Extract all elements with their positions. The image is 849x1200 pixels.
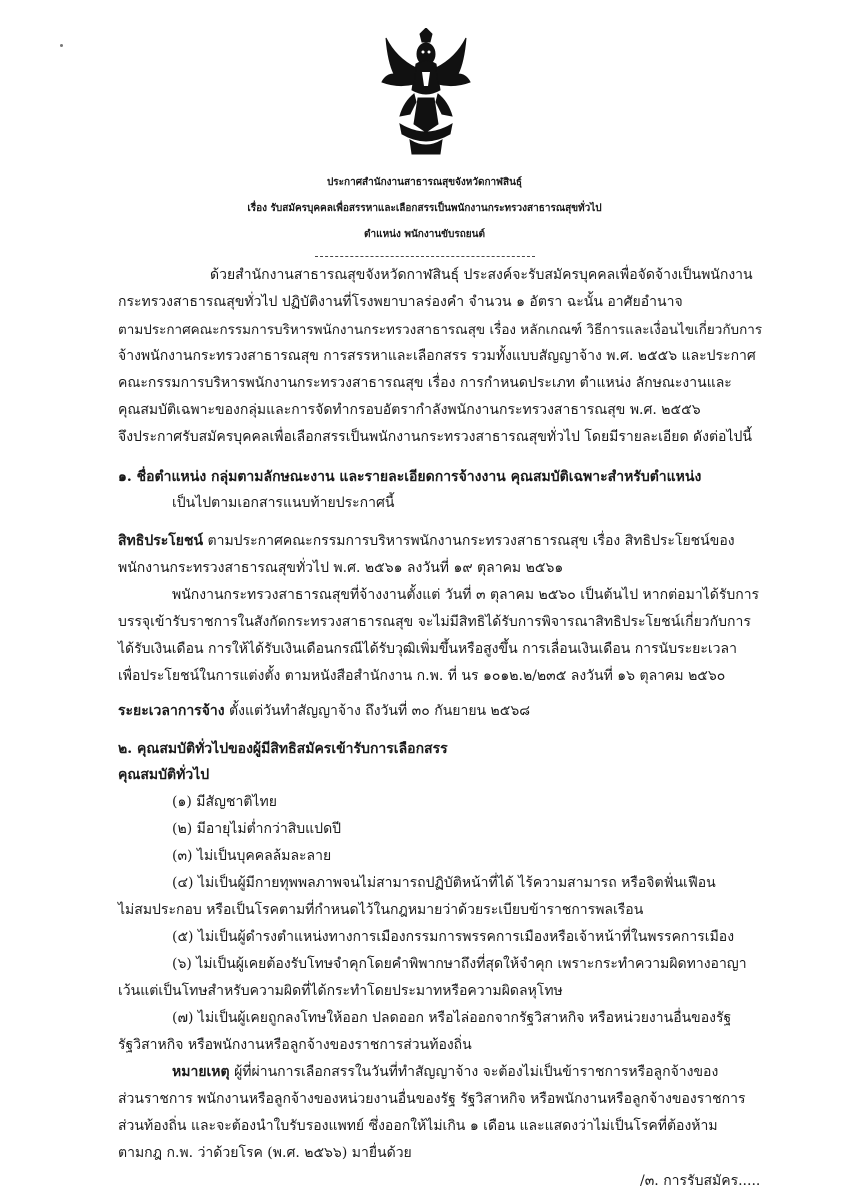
qualification-item: (๖) ไม่เป็นผู้เคยต้องรับโทษจำคุกโดยคำพิพากษาถึงที่สุดให้จำคุก เพราะกระทำความผิดทางอาญา bbox=[172, 956, 747, 972]
section1-title: ๑. ชื่อตำแหน่ง กลุ่มตามลักษณะงาน และรายละเอียดการจ้างงาน คุณสมบัติเฉพาะสำหรับตำแหน่ง bbox=[118, 469, 702, 485]
qualification-item: (๒) มีอายุไม่ต่ำกว่าสิบแปดปี bbox=[172, 821, 342, 837]
period-line bbox=[118, 700, 768, 722]
intro-line: คุณสมบัติเฉพาะของกลุ่มและการจัดทำกรอบอัตรากำลังพนักงานกระทรวงสาธารณสุข พ.ศ. ๒๕๕๖ bbox=[118, 402, 701, 418]
remark-text: ผู้ที่ผ่านการเลือกสรรในวันที่ทำสัญญาจ้าง จะต้องไม่เป็นข้าราชการหรือลูกจ้างของ bbox=[229, 1064, 719, 1080]
remark-line: ส่วนท้องถิ่น และจะต้องนำใบรับรองแพทย์ ซึ่งออกให้ไม่เกิน ๑ เดือน และแสดงว่าไม่เป็นโรคที่ต้องห้าม bbox=[118, 1118, 718, 1134]
announcement-subject: เรื่อง รับสมัครบุคคลเพื่อสรรหาและเลือกสรรเป็นพนักงานกระทรวงสาธารณสุขทั่วไป bbox=[247, 203, 602, 214]
benefits-label: สิทธิประโยชน์ bbox=[118, 533, 204, 549]
section2-subtitle: คุณสมบัติทั่วไป bbox=[118, 767, 210, 783]
divider bbox=[315, 256, 535, 257]
benefits-line bbox=[118, 530, 768, 552]
section2-title: ๒. คุณสมบัติทั่วไปของผู้มีสิทธิสมัครเข้ารับการเลือกสรร bbox=[118, 741, 448, 757]
benefits-line: พนักงานกระทรวงสาธารณสุขทั่วไป พ.ศ. ๒๕๖๑ ลงวันที่ ๑๙ ตุลาคม ๒๕๖๑ bbox=[118, 560, 564, 576]
intro-line: ตามประกาศคณะกรรมการบริหารพนักงานกระทรวงสาธารณสุข เรื่อง หลักเกณฑ์ วิธีการและเงื่อนไขเกี่ยวกับการ bbox=[118, 322, 763, 338]
garuda-emblem-icon bbox=[380, 28, 472, 158]
remark-line: ส่วนราชการ พนักงานหรือลูกจ้างของหน่วยงานอื่นของรัฐ รัฐวิสาหกิจ หรือพนักงานหรือลูกจ้างของราชการ bbox=[118, 1091, 746, 1107]
qualification-item-cont: ไม่สมประกอบ หรือเป็นโรคตามที่กำหนดไว้ในกฎหมายว่าด้วยระเบียบข้าราชการพลเรือน bbox=[118, 902, 644, 918]
position-title: ตำแหน่ง พนักงานขับรถยนต์ bbox=[364, 229, 485, 240]
intro-line: ด้วยสำนักงานสาธารณสุขจังหวัดกาฬสินธุ์ ประสงค์จะรับสมัครบุคคลเพื่อจัดจ้างเป็นพนักงาน bbox=[210, 267, 753, 283]
next-page-marker: /๓. การรับสมัคร..... bbox=[640, 1173, 761, 1189]
qualification-item: (๑) มีสัญชาติไทย bbox=[172, 794, 277, 810]
section1-sub: เป็นไปตามเอกสารแนบท้ายประกาศนี้ bbox=[172, 495, 395, 511]
benefits-para-line: พนักงานกระทรวงสาธารณสุขที่จ้างงานตั้งแต่ วันที่ ๓ ตุลาคม ๒๕๖๐ เป็นต้นไป หากต่อมาได้รับการ bbox=[172, 587, 760, 603]
intro-line: กระทรวงสาธารณสุขทั่วไป ปฏิบัติงานที่โรงพยาบาลร่องคำ จำนวน ๑ อัตรา ฉะนั้น อาศัยอำนาจ bbox=[118, 294, 683, 310]
qualification-item: (๕) ไม่เป็นผู้ดำรงตำแหน่งทางการเมืองกรรมการพรรคการเมืองหรือเจ้าหน้าที่ในพรรคการเมือง bbox=[172, 929, 735, 945]
qualification-item: (๓) ไม่เป็นบุคคลล้มละลาย bbox=[172, 848, 332, 864]
remark-line: ตามกฎ ก.พ. ว่าด้วยโรค (พ.ศ. ๒๕๖๖) มายื่นด้วย bbox=[118, 1145, 412, 1161]
period-text: ตั้งแต่วันทำสัญญาจ้าง ถึงวันที่ ๓๐ กันยายน ๒๕๖๘ bbox=[224, 703, 531, 719]
qualification-item-cont: เว้นแต่เป็นโทษสำหรับความผิดที่ได้กระทำโดยประมาทหรือความผิดลหุโทษ bbox=[118, 983, 563, 999]
benefits-text: ตามประกาศคณะกรรมการบริหารพนักงานกระทรวงสาธารณสุข เรื่อง สิทธิประโยชน์ของ bbox=[203, 533, 735, 549]
benefits-para-line: ได้รับเงินเดือน การให้ได้รับเงินเดือนกรณีได้รับวุฒิเพิ่มขึ้นหรือสูงขึ้น การเลื่อนเงินเดือน การนับระยะเวลา bbox=[118, 641, 737, 657]
qualification-item: (๗) ไม่เป็นผู้เคยถูกลงโทษให้ออก ปลดออก หรือไล่ออกจากรัฐวิสาหกิจ หรือหน่วยงานอื่นของรัฐ bbox=[172, 1010, 732, 1026]
intro-line: คณะกรรมการบริหารพนักงานกระทรวงสาธารณสุข เรื่อง การกำหนดประเภท ตำแหน่ง ลักษณะงานและ bbox=[118, 375, 732, 391]
intro-line: จึงประกาศรับสมัครบุคคลเพื่อเลือกสรรเป็นพนักงานกระทรวงสาธารณสุขทั่วไป โดยมีรายละเอียด ดังต่อไปนี้ bbox=[118, 429, 752, 445]
benefits-para-line: เพื่อประโยชน์ในการแต่งตั้ง ตามหนังสือสำนักงาน ก.พ. ที่ นร ๑๐๑๒.๒/๒๓๕ ลงวันที่ ๑๖ ตุลาคม ๒๕๖๐ bbox=[118, 668, 726, 684]
announcement-title: ประกาศสำนักงานสาธารณสุขจังหวัดกาฬสินธุ์ bbox=[326, 177, 523, 188]
period-label: ระยะเวลาการจ้าง bbox=[118, 703, 225, 719]
remark-label: หมายเหตุ bbox=[172, 1064, 230, 1080]
remark-line bbox=[172, 1061, 768, 1083]
scan-speck bbox=[60, 44, 63, 47]
benefits-para-line: บรรจุเข้ารับราชการในสังกัดกระทรวงสาธารณสุข จะไม่มีสิทธิได้รับการพิจารณาสิทธิประโยชน์เกี่ยวกับการ bbox=[118, 614, 751, 630]
qualification-item-cont: รัฐวิสาหกิจ หรือพนักงานหรือลูกจ้างของราชการส่วนท้องถิ่น bbox=[118, 1037, 472, 1053]
intro-line: จ้างพนักงานกระทรวงสาธารณสุข การสรรหาและเลือกสรร รวมทั้งแบบสัญญาจ้าง พ.ศ. ๒๕๕๖ และประกาศ bbox=[118, 348, 756, 364]
qualification-item: (๔) ไม่เป็นผู้มีกายทุพพลภาพจนไม่สามารถปฏิบัติหน้าที่ได้ ไร้ความสามารถ หรือจิตฟั่นเฟือน bbox=[172, 875, 716, 891]
